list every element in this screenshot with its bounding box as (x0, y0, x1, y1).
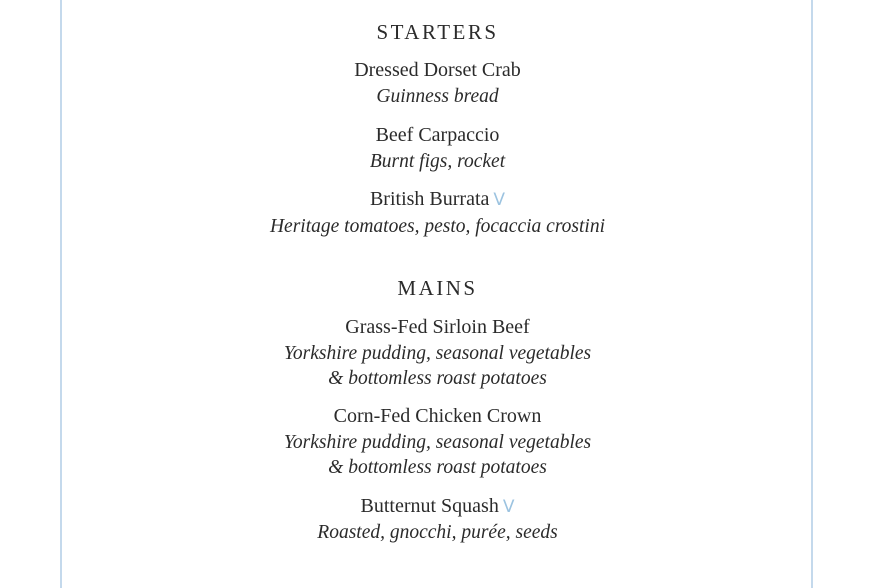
section-title-starters: STARTERS (376, 20, 499, 44)
vegetarian-marker: V (493, 190, 506, 210)
dish-description: Roasted, gnocchi, purée, seeds (317, 522, 558, 543)
section-title-mains: MAINS (397, 276, 478, 300)
dish-description: Heritage tomatoes, pesto, focaccia crostini (269, 216, 606, 237)
dish-name-with-veg (0, 495, 875, 518)
dish-name: Grass-Fed Sirloin Beef (345, 316, 530, 338)
dish-description: & bottomless roast potatoes (328, 457, 547, 478)
dish-name: Beef Carpaccio (375, 124, 500, 146)
dish-description: Guinness bread (376, 86, 499, 107)
dish-name: Corn-Fed Chicken Crown (333, 405, 542, 427)
dish-name-with-veg (0, 188, 875, 211)
vegetarian-marker: V (502, 497, 515, 517)
dish-name: Dressed Dorset Crab (354, 59, 521, 81)
dish-name-text: British Burrata (369, 188, 490, 210)
dish-description: Yorkshire pudding, seasonal vegetables (283, 343, 592, 364)
dish-description: Yorkshire pudding, seasonal vegetables (283, 432, 592, 453)
dish-description: Burnt figs, rocket (369, 151, 506, 172)
dish-description: & bottomless roast potatoes (328, 368, 547, 389)
dish-name-text: Butternut Squash (360, 495, 499, 517)
